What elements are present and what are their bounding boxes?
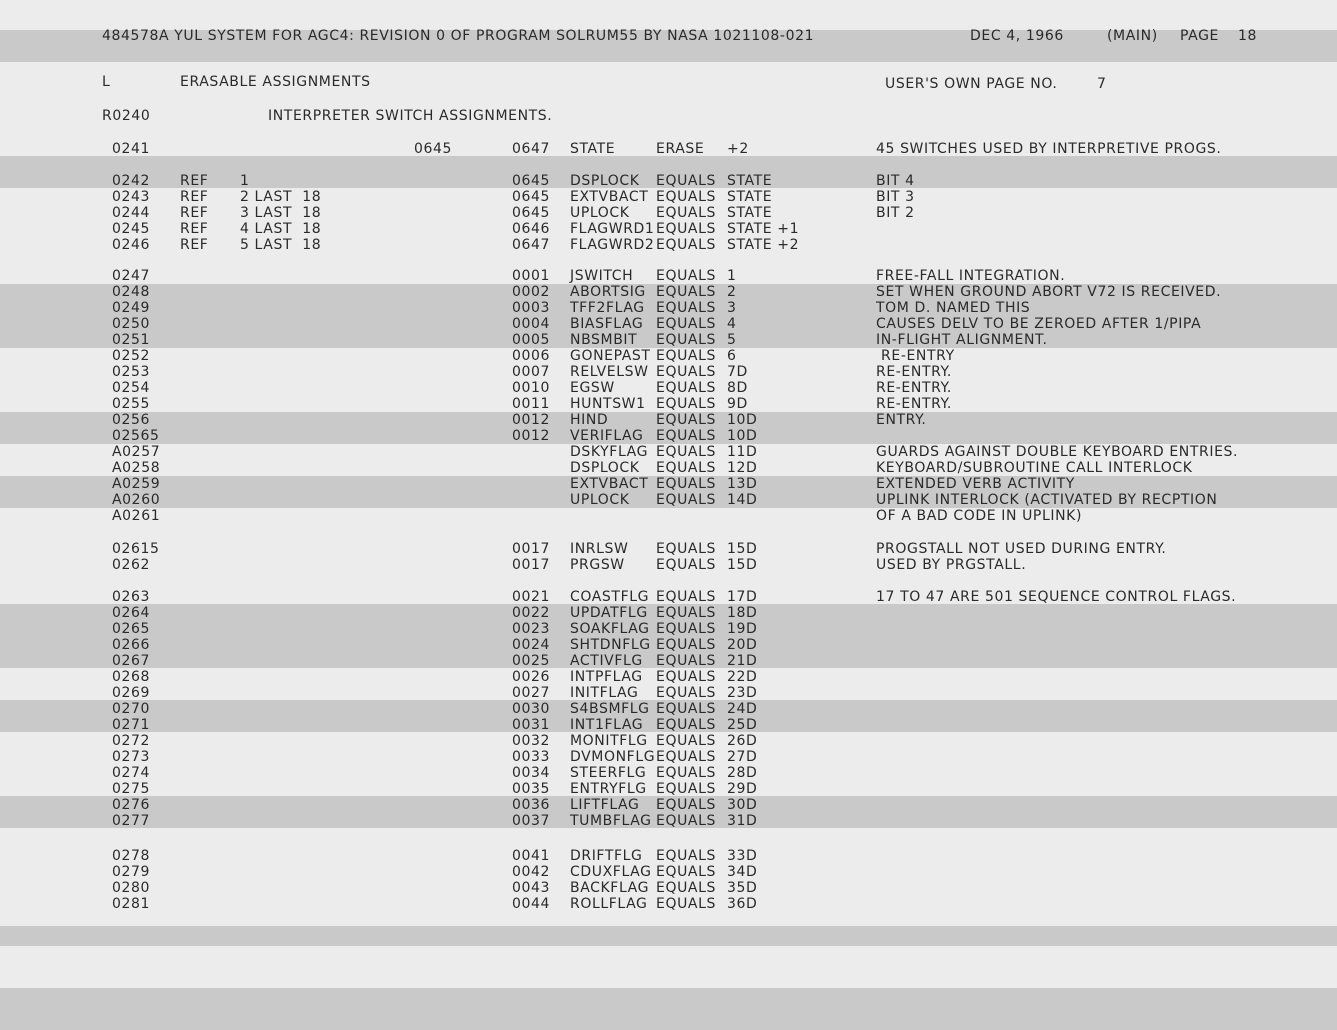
line-number: 0267 (112, 653, 151, 669)
operand: STATE +2 (727, 237, 800, 253)
line-number: 0275 (112, 781, 151, 797)
location: 0042 (512, 864, 551, 880)
operand: 30D (727, 797, 758, 813)
location: 0025 (512, 653, 551, 669)
line-number: A0257 (112, 444, 161, 460)
operation: EQUALS (656, 492, 716, 508)
symbol-label: TUMBFLAG (570, 813, 652, 829)
location: 0033 (512, 749, 551, 765)
line-number: 0274 (112, 765, 151, 781)
operation: EQUALS (656, 221, 716, 237)
line-number: 0277 (112, 813, 151, 829)
ref-marker: REF (180, 189, 209, 205)
operand: 34D (727, 864, 758, 880)
operand: STATE +1 (727, 221, 800, 237)
operand: 12D (727, 460, 758, 476)
operand: 5 (727, 332, 737, 348)
operation: EQUALS (656, 781, 716, 797)
line-number: 02615 (112, 541, 160, 557)
ref-marker: REF (180, 237, 209, 253)
line-number: 0271 (112, 717, 151, 733)
location: 0647 (512, 141, 551, 157)
symbol-label: JSWITCH (570, 268, 634, 284)
symbol-label: DRIFTFLG (570, 848, 643, 864)
operation: EQUALS (656, 173, 716, 189)
line-number: A0260 (112, 492, 161, 508)
operation: EQUALS (656, 880, 716, 896)
operation: EQUALS (656, 316, 716, 332)
location: 0036 (512, 797, 551, 813)
operation: EQUALS (656, 268, 716, 284)
ref-info: 2 LAST 18 (240, 189, 322, 205)
line-number: 0280 (112, 880, 151, 896)
operation: EQUALS (656, 896, 716, 912)
symbol-label: DSKYFLAG (570, 444, 649, 460)
operand: 26D (727, 733, 758, 749)
comment: UPLINK INTERLOCK (ACTIVATED BY RECPTION (876, 492, 1218, 508)
location: 0004 (512, 316, 551, 332)
line-number: 0252 (112, 348, 151, 364)
operation: EQUALS (656, 332, 716, 348)
comment: ENTRY. (876, 412, 927, 428)
operation: EQUALS (656, 348, 716, 364)
symbol-label: BIASFLAG (570, 316, 644, 332)
symbol-label: EXTVBACT (570, 189, 649, 205)
ref-info: 4 LAST 18 (240, 221, 322, 237)
operation: EQUALS (656, 605, 716, 621)
operation: EQUALS (656, 444, 716, 460)
symbol-label: PRGSW (570, 557, 625, 573)
heading-line-number: R0240 (102, 108, 151, 124)
line-number: 0279 (112, 864, 151, 880)
listing-date: DEC 4, 1966 (970, 28, 1064, 44)
location: 0044 (512, 896, 551, 912)
line-number: 0243 (112, 189, 151, 205)
line-number: 02565 (112, 428, 160, 444)
ref-marker: REF (180, 205, 209, 221)
operation: EQUALS (656, 733, 716, 749)
symbol-label: FLAGWRD1 (570, 221, 655, 237)
symbol-label: ACTIVFLG (570, 653, 643, 669)
location: 0032 (512, 733, 551, 749)
line-number: 0244 (112, 205, 151, 221)
operand: 4 (727, 316, 737, 332)
erasable-address: 0645 (414, 141, 453, 157)
location: 0024 (512, 637, 551, 653)
line-number: 0266 (112, 637, 151, 653)
line-number: 0281 (112, 896, 151, 912)
operand: 9D (727, 396, 748, 412)
line-number: 0249 (112, 300, 151, 316)
operation: EQUALS (656, 797, 716, 813)
line-number: 0265 (112, 621, 151, 637)
operand: STATE (727, 205, 773, 221)
line-number: 0242 (112, 173, 151, 189)
operand: +2 (727, 141, 749, 157)
operation: EQUALS (656, 589, 716, 605)
line-number: 0246 (112, 237, 151, 253)
symbol-label: SHTDNFLG (570, 637, 651, 653)
location: 0012 (512, 428, 551, 444)
operation: EQUALS (656, 396, 716, 412)
comment: BIT 2 (876, 205, 915, 221)
operand: 25D (727, 717, 758, 733)
operation: EQUALS (656, 864, 716, 880)
line-number: 0262 (112, 557, 151, 573)
symbol-label: RELVELSW (570, 364, 649, 380)
operation: EQUALS (656, 717, 716, 733)
line-number: 0273 (112, 749, 151, 765)
operation: EQUALS (656, 460, 716, 476)
symbol-label: STEERFLG (570, 765, 647, 781)
location: 0017 (512, 557, 551, 573)
symbol-label: HIND (570, 412, 609, 428)
operation: EQUALS (656, 300, 716, 316)
operand: 15D (727, 557, 758, 573)
comment: CAUSES DELV TO BE ZEROED AFTER 1/PIPA (876, 316, 1202, 332)
operation: EQUALS (656, 653, 716, 669)
symbol-label: LIFTFLAG (570, 797, 640, 813)
symbol-label: UPDATFLG (570, 605, 648, 621)
symbol-label: S4BSMFLG (570, 701, 650, 717)
operation: EQUALS (656, 701, 716, 717)
operand: STATE (727, 173, 773, 189)
line-number: 0269 (112, 685, 151, 701)
location: 0645 (512, 205, 551, 221)
symbol-label: SOAKFLAG (570, 621, 650, 637)
operand: 10D (727, 428, 758, 444)
page-label: PAGE (1180, 28, 1219, 44)
operand: 33D (727, 848, 758, 864)
operand: 35D (727, 880, 758, 896)
symbol-label: INTPFLAG (570, 669, 643, 685)
location: 0037 (512, 813, 551, 829)
operand: 31D (727, 813, 758, 829)
operation: EQUALS (656, 669, 716, 685)
line-number: A0258 (112, 460, 161, 476)
symbol-label: STATE (570, 141, 616, 157)
symbol-label: INITFLAG (570, 685, 639, 701)
symbol-label: MONITFLG (570, 733, 648, 749)
line-number: 0247 (112, 268, 151, 284)
symbol-label: GONEPAST (570, 348, 651, 364)
ref-info: 5 LAST 18 (240, 237, 322, 253)
location: 0027 (512, 685, 551, 701)
line-number: 0248 (112, 284, 151, 300)
operation: EQUALS (656, 476, 716, 492)
section-title: ERASABLE ASSIGNMENTS (180, 74, 371, 90)
symbol-label: COASTFLG (570, 589, 650, 605)
location: 0022 (512, 605, 551, 621)
operation: EQUALS (656, 412, 716, 428)
line-number: 0250 (112, 316, 151, 332)
ref-info: 3 LAST 18 (240, 205, 322, 221)
operation: EQUALS (656, 205, 716, 221)
listing-section: (MAIN) (1107, 28, 1158, 44)
comment: RE-ENTRY. (876, 380, 952, 396)
operation: EQUALS (656, 637, 716, 653)
comment: RE-ENTRY. (876, 364, 952, 380)
listing-title: 484578A YUL SYSTEM FOR AGC4: REVISION 0 OF PROGRAM SOLRUM55 BY NASA 1021108-021 (102, 28, 815, 44)
operation: EQUALS (656, 685, 716, 701)
location: 0035 (512, 781, 551, 797)
location: 0021 (512, 589, 551, 605)
operand: 11D (727, 444, 758, 460)
operand: 19D (727, 621, 758, 637)
line-number: 0255 (112, 396, 151, 412)
location: 0645 (512, 189, 551, 205)
location: 0012 (512, 412, 551, 428)
operand: 7D (727, 364, 748, 380)
operation: EQUALS (656, 621, 716, 637)
operand: 3 (727, 300, 737, 316)
comment: GUARDS AGAINST DOUBLE KEYBOARD ENTRIES. (876, 444, 1239, 460)
comment: USED BY PRGSTALL. (876, 557, 1027, 573)
log-letter: L (102, 74, 111, 90)
comment: FREE-FALL INTEGRATION. (876, 268, 1066, 284)
location: 0023 (512, 621, 551, 637)
line-number: 0241 (112, 141, 151, 157)
line-number: 0251 (112, 332, 151, 348)
operand: 17D (727, 589, 758, 605)
operation: ERASE (656, 141, 705, 157)
ref-marker: REF (180, 173, 209, 189)
location: 0030 (512, 701, 551, 717)
operation: EQUALS (656, 749, 716, 765)
line-number: 0276 (112, 797, 151, 813)
operation: EQUALS (656, 189, 716, 205)
operand: 8D (727, 380, 748, 396)
operand: 14D (727, 492, 758, 508)
operand: STATE (727, 189, 773, 205)
symbol-label: CDUXFLAG (570, 864, 652, 880)
operand: 15D (727, 541, 758, 557)
comment: PROGSTALL NOT USED DURING ENTRY. (876, 541, 1167, 557)
location: 0007 (512, 364, 551, 380)
symbol-label: TFF2FLAG (570, 300, 645, 316)
line-number: 0270 (112, 701, 151, 717)
location: 0003 (512, 300, 551, 316)
location: 0031 (512, 717, 551, 733)
operation: EQUALS (656, 557, 716, 573)
comment: EXTENDED VERB ACTIVITY (876, 476, 1075, 492)
location: 0011 (512, 396, 551, 412)
symbol-label: UPLOCK (570, 492, 630, 508)
ref-info: 1 (240, 173, 250, 189)
location: 0646 (512, 221, 551, 237)
operand: 20D (727, 637, 758, 653)
line-number: 0245 (112, 221, 151, 237)
comment: RE-ENTRY. (876, 396, 952, 412)
operand: 13D (727, 476, 758, 492)
line-number: 0268 (112, 669, 151, 685)
operation: EQUALS (656, 541, 716, 557)
symbol-label: ENTRYFLG (570, 781, 647, 797)
operation: EQUALS (656, 380, 716, 396)
comment: SET WHEN GROUND ABORT V72 IS RECEIVED. (876, 284, 1222, 300)
symbol-label: EGSW (570, 380, 615, 396)
line-number: 0263 (112, 589, 151, 605)
operand: 24D (727, 701, 758, 717)
location: 0006 (512, 348, 551, 364)
symbol-label: NBSMBIT (570, 332, 638, 348)
operand: 6 (727, 348, 737, 364)
location: 0043 (512, 880, 551, 896)
comment: KEYBOARD/SUBROUTINE CALL INTERLOCK (876, 460, 1193, 476)
symbol-label: EXTVBACT (570, 476, 649, 492)
operand: 22D (727, 669, 758, 685)
line-number: 0254 (112, 380, 151, 396)
symbol-label: UPLOCK (570, 205, 630, 221)
line-number: 0272 (112, 733, 151, 749)
symbol-label: BACKFLAG (570, 880, 650, 896)
users-page-label: USER'S OWN PAGE NO. (885, 76, 1058, 92)
symbol-label: ROLLFLAG (570, 896, 648, 912)
location: 0041 (512, 848, 551, 864)
symbol-label: HUNTSW1 (570, 396, 646, 412)
location: 0005 (512, 332, 551, 348)
operation: EQUALS (656, 813, 716, 829)
symbol-label: DSPLOCK (570, 173, 640, 189)
operand: 23D (727, 685, 758, 701)
location: 0001 (512, 268, 551, 284)
operand: 27D (727, 749, 758, 765)
symbol-label: VERIFLAG (570, 428, 644, 444)
location: 0034 (512, 765, 551, 781)
line-number: A0259 (112, 476, 161, 492)
operand: 29D (727, 781, 758, 797)
operand: 28D (727, 765, 758, 781)
location: 0002 (512, 284, 551, 300)
operand: 10D (727, 412, 758, 428)
comment: OF A BAD CODE IN UPLINK) (876, 508, 1083, 524)
operand: 36D (727, 896, 758, 912)
symbol-label: FLAGWRD2 (570, 237, 655, 253)
operation: EQUALS (656, 284, 716, 300)
comment: 17 TO 47 ARE 501 SEQUENCE CONTROL FLAGS. (876, 589, 1237, 605)
comment: BIT 4 (876, 173, 915, 189)
line-number: 0253 (112, 364, 151, 380)
operand: 1 (727, 268, 737, 284)
location: 0026 (512, 669, 551, 685)
symbol-label: DSPLOCK (570, 460, 640, 476)
operation: EQUALS (656, 237, 716, 253)
symbol-label: DVMONFLG (570, 749, 656, 765)
heading-text: INTERPRETER SWITCH ASSIGNMENTS. (268, 108, 553, 124)
symbol-label: INT1FLAG (570, 717, 644, 733)
operation: EQUALS (656, 428, 716, 444)
location: 0010 (512, 380, 551, 396)
location: 0017 (512, 541, 551, 557)
operand: 2 (727, 284, 737, 300)
location: 0647 (512, 237, 551, 253)
operand: 18D (727, 605, 758, 621)
operand: 21D (727, 653, 758, 669)
ref-marker: REF (180, 221, 209, 237)
operation: EQUALS (656, 848, 716, 864)
operation: EQUALS (656, 364, 716, 380)
line-number: 0278 (112, 848, 151, 864)
comment: BIT 3 (876, 189, 915, 205)
symbol-label: ABORTSIG (570, 284, 646, 300)
comment: TOM D. NAMED THIS (876, 300, 1031, 316)
page-number: 18 (1238, 28, 1258, 44)
comment: 45 SWITCHES USED BY INTERPRETIVE PROGS. (876, 141, 1222, 157)
location: 0645 (512, 173, 551, 189)
operation: EQUALS (656, 765, 716, 781)
comment: RE-ENTRY (876, 348, 955, 364)
comment: IN-FLIGHT ALIGNMENT. (876, 332, 1048, 348)
line-number: 0256 (112, 412, 151, 428)
symbol-label: INRLSW (570, 541, 629, 557)
line-number: A0261 (112, 508, 161, 524)
line-number: 0264 (112, 605, 151, 621)
users-page-number: 7 (1097, 76, 1107, 92)
